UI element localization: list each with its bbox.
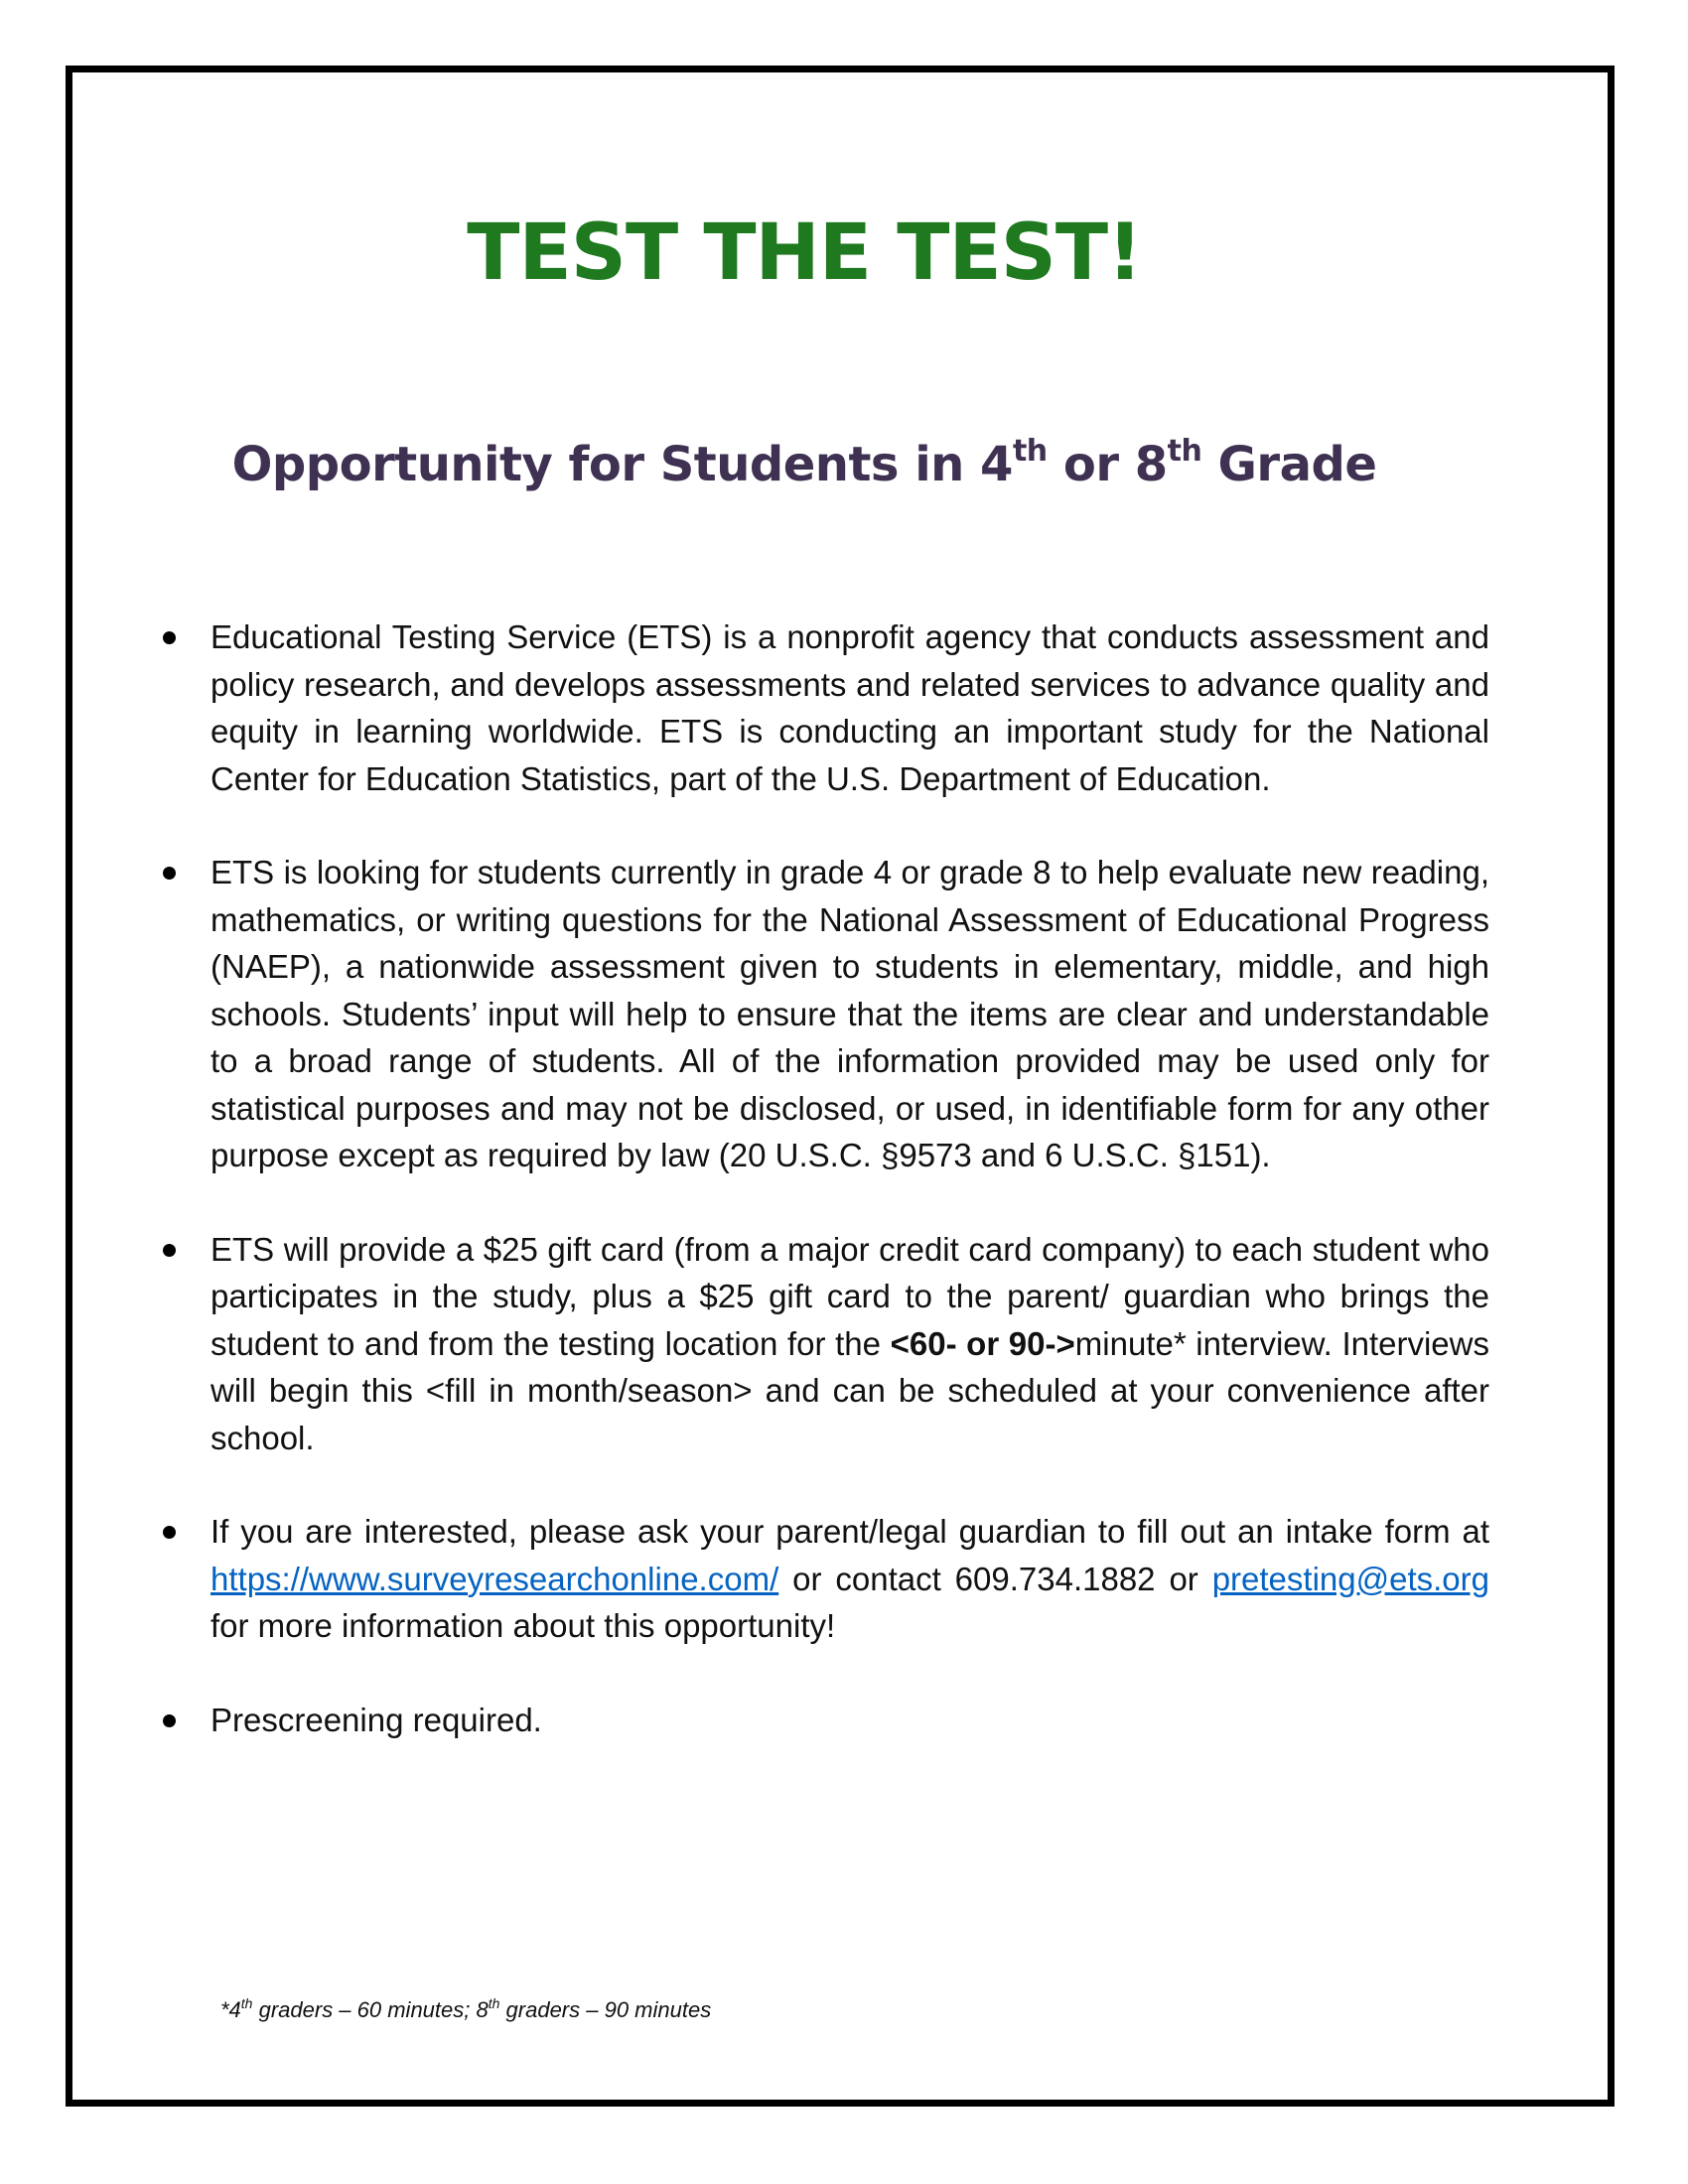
footnote-end: graders – 90 minutes — [499, 1997, 712, 2022]
bullet-contact-text-before: If you are interested, please ask your parent/legal guardian to fill out an intake form at — [211, 1513, 1489, 1550]
bullet-gift-card-text-after: minute* interview. Interviews will begin this <fill in month/season> and can be scheduled at your convenience after school. — [211, 1324, 1489, 1456]
subtitle-text-middle: or 8 — [1047, 437, 1168, 492]
bullet-gift-card-duration: <60- or 90-> — [890, 1324, 1075, 1362]
contact-email-link[interactable]: pretesting@ets.org — [1211, 1560, 1489, 1597]
bullet-gift-card — [159, 1226, 1489, 1462]
page-title: TEST THE TEST! — [467, 208, 1142, 298]
info-bullet-list — [159, 614, 1489, 1790]
bullet-dot-icon — [163, 1714, 176, 1727]
bullet-dot-icon — [163, 867, 176, 880]
bullet-about-ets — [159, 614, 1489, 802]
footnote-superscript-1: th — [240, 1995, 253, 2011]
footnote-middle: graders – 60 minutes; 8 — [252, 1997, 489, 2022]
bullet-contact-text-after: for more information about this opportunity! — [211, 1607, 836, 1644]
bullet-prescreening — [159, 1697, 1489, 1744]
bullet-study-purpose — [159, 849, 1489, 1179]
page-subtitle — [0, 434, 1609, 492]
footnote — [220, 1997, 711, 2023]
footnote-superscript-2: th — [488, 1995, 500, 2011]
subtitle-text-after: Grade — [1201, 437, 1377, 492]
bullet-dot-icon — [163, 631, 176, 644]
bullet-dot-icon — [163, 1526, 176, 1539]
intake-form-link[interactable]: https://www.surveyresearchonline.com/ — [211, 1560, 779, 1597]
footnote-start: *4 — [220, 1997, 241, 2022]
bullet-study-purpose-text: ETS is looking for students currently in grade 4 or grade 8 to help evaluate new reading, mathematics, or writing questions for the National Assessment of Educational Progress (NAEP), a nationwide assessment given to students in elementary, middle, and high schools. Students’ input will help to ensure that the items are clear and understandable to a broad range of students. All of the information provided may be used only for statistical purposes and may not be disclosed, or used, in identifiable form for any other purpose except as required by law (20 U.S.C. §9573 and 6 U.S.C. §151). — [211, 854, 1489, 1173]
bullet-contact-text-middle: or contact 609.734.1882 or — [778, 1560, 1212, 1597]
bullet-contact — [159, 1508, 1489, 1650]
subtitle-text-before: Opportunity for Students in 4 — [231, 437, 1013, 492]
subtitle-superscript-1: th — [1012, 434, 1048, 469]
bullet-about-ets-text: Educational Testing Service (ETS) is a nonprofit agency that conducts assessment and policy research, and develops assessments and related services to advance quality and equity in learning worldwide. ETS is conducting an important study for the National Center for Education Statistics, part of the U.S. Department of Education. — [211, 618, 1489, 797]
bullet-gift-card-text-before: ETS will provide a $25 gift card (from a major credit card company) to each student who participates in the study, plus a $25 gift card to the parent/ guardian who brings the student to and from the testing location for the — [211, 1230, 1489, 1362]
subtitle-superscript-2: th — [1167, 434, 1202, 469]
bullet-dot-icon — [163, 1244, 176, 1257]
bullet-prescreening-text: Prescreening required. — [211, 1701, 542, 1738]
